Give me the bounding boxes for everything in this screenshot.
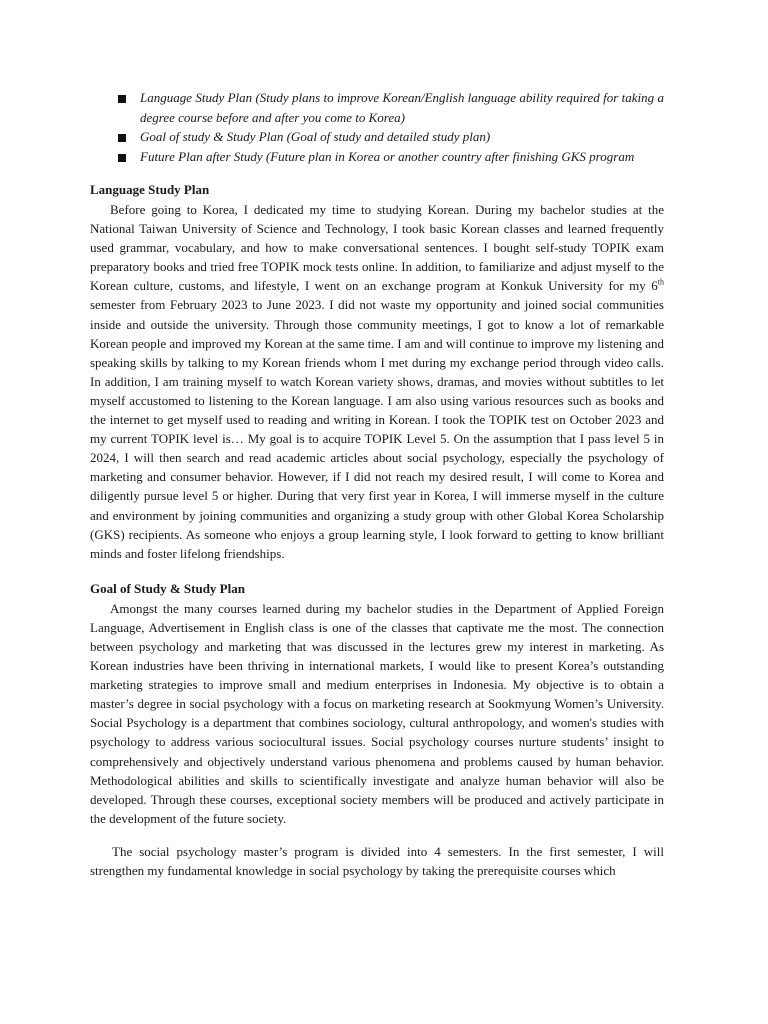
- square-bullet-icon: [118, 134, 126, 142]
- list-item-text: Goal of study & Study Plan (Goal of study and detailed study plan): [140, 129, 491, 144]
- square-bullet-icon: [118, 154, 126, 162]
- paragraph-text: Before going to Korea, I dedicated my time to studying Korean. During my bachelor studies at the National Taiwan University of Science and Technology, I took basic Korean classes and learned frequently used grammar, vocabulary, and how to make conversational sentences. I bought self-study TOPIK exam preparatory books and tried free TOPIK mock tests online. In addition, to familiarize and adjust myself to the Korean culture, customs, and lifestyle, I went on an exchange program at Konkuk University for my 6: [90, 202, 664, 294]
- body-paragraph: The social psychology master’s program is divided into 4 semesters. In the first semester, I will strengthen my fundamental knowledge in social psychology by taking the prerequisite courses which: [90, 843, 664, 878]
- spacer: [90, 563, 664, 579]
- body-paragraph: [90, 200, 664, 563]
- superscript: th: [657, 278, 664, 288]
- paragraph-text: semester from February 2023 to June 2023. I did not waste my opportunity and joined social communities inside and outside the university. Through those community meetings, I got to know a lot of remarkable Korean people and improved my Korean at the same time. I am and will continue to improve my listening and speaking skills by talking to my Korean friends whom I met during my exchange period through video calls. In addition, I am training myself to watch Korean variety shows, dramas, and movies without subtitles to let myself accustomed to listening to the Korean language. I am also using various resources such as books and the internet to get myself used to reading and writing in Korean. I took the TOPIK test on October 2023 and my current TOPIK level is… My goal is to acquire TOPIK Level 5. On the assumption that I pass level 5 in 2024, I will then search and read academic articles about social psychology, especially the psychology of marketing and consumer behavior. However, if I did not reach my desired result, I will come to Korea and diligently pursue level 5 or higher. During that very first year in Korea, I will immerse myself in the culture and environment by joining communities and organizing a study group with other Global Korea Scholarship (GKS) recipients. As someone who enjoys a group learning style, I look forward to getting to know brilliant minds and foster lifelong friendships.: [90, 297, 665, 561]
- requirements-list: [90, 88, 664, 166]
- language-study-plan-section: [90, 180, 664, 563]
- spacer: [90, 828, 664, 842]
- square-bullet-icon: [118, 95, 126, 103]
- list-item: [90, 127, 664, 147]
- section-heading: Language Study Plan: [90, 182, 210, 197]
- list-item-text: Language Study Plan (Study plans to improve Korean/English language ability required for taking a degree course before and after you come to Korea): [140, 90, 664, 125]
- section-heading: Goal of Study & Study Plan: [90, 580, 245, 596]
- goal-of-study-section: [90, 579, 664, 880]
- list-item-text: Future Plan after Study (Future plan in Korea or another country after finishing GKS program: [140, 148, 635, 164]
- list-item: [90, 147, 664, 167]
- list-item: [90, 88, 664, 127]
- body-paragraph: Amongst the many courses learned during my bachelor studies in the Department of Applied Foreign Language, Advertisement in English class is one of the classes that captivate me the most. The connection between psychology and marketing that was discussed in the lectures grew my interest in marketing. As Korean industries have been thriving in international markets, I would like to present Korea’s outstanding marketing strategies to improve small and medium enterprises in Indonesia. My objective is to obtain a master’s degree in social psychology with a focus on marketing research at Sookmyung Women’s University. Social Psychology is a department that combines sociology, cultural anthropology, and women's studies with psychology to address various sociocultural issues. Social psychology courses nurture students’ insight to comprehensively and objectively understand various phenomena and problems caused by human behavior. Methodological abilities and skills to scientifically investigate and analyze human behavior will also be developed. Through these courses, exceptional society members will be produced and actively participate in the development of the future society.: [90, 600, 664, 826]
